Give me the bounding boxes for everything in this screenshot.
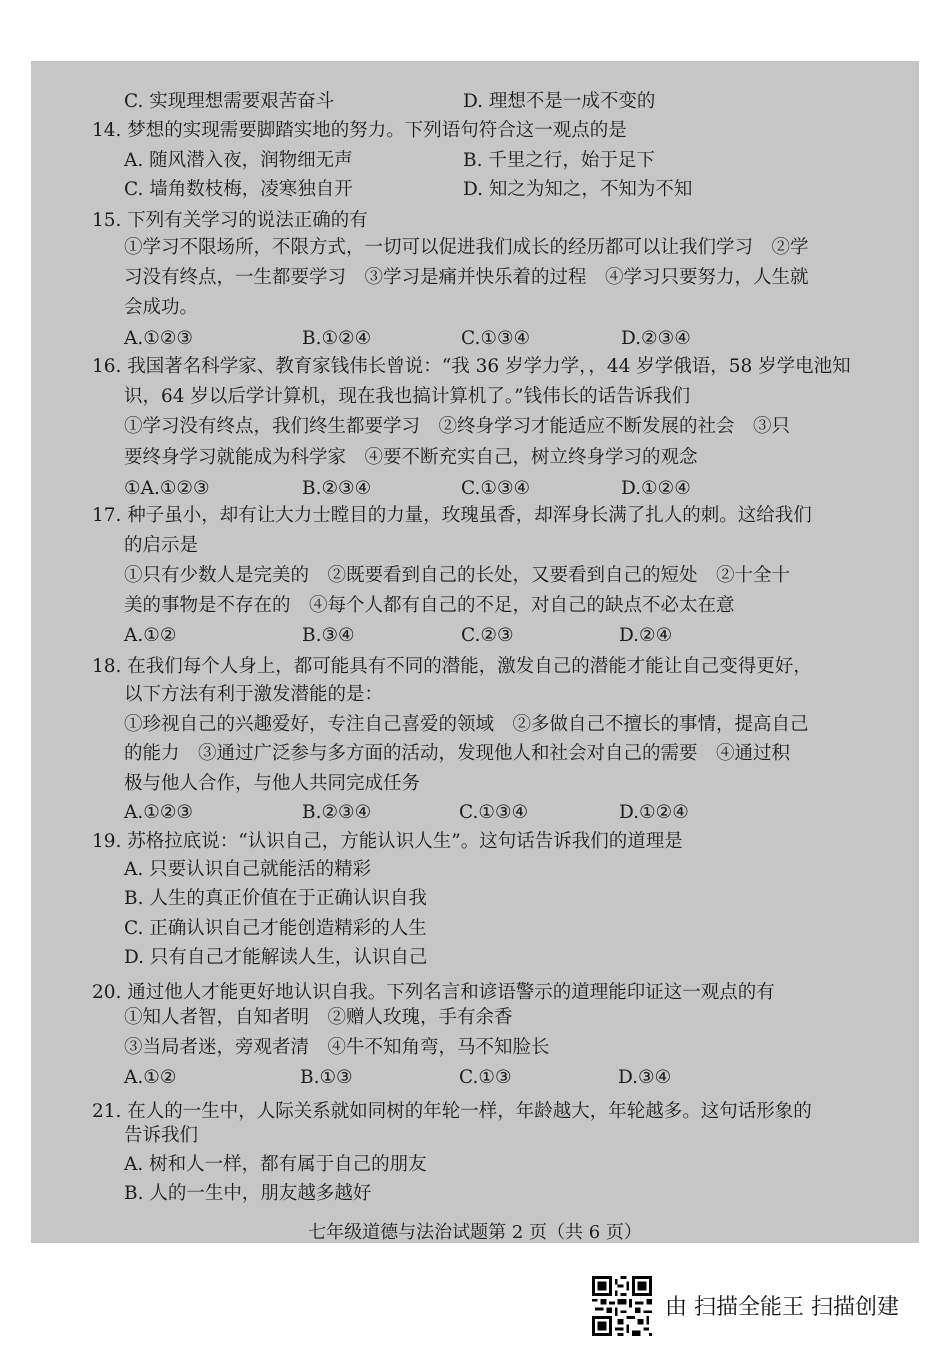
qr-code-icon [592, 1276, 652, 1336]
q14-option-c: C. 墙角数枝梅，凌寒独自开 [124, 179, 353, 200]
q15-statement-line: 会成功。 [124, 297, 199, 318]
q16-statement-line: 要终身学习就能成为科学家 ④要不断充实自己，树立终身学习的观念 [124, 447, 698, 468]
q14-stem: 14. 梦想的实现需要脚踏实地的努力。下列语句符合这一观点的是 [92, 120, 627, 141]
q16-option-b: B.②③④ [302, 478, 372, 499]
q16-statement-line: ①学习没有终点，我们终生都要学习 ②终身学习才能适应不断发展的社会 ③只 [124, 416, 791, 437]
q17-option-a: A.①② [124, 625, 177, 646]
q20-option-c: C.①③ [459, 1067, 512, 1088]
q21-option: B. 人的一生中，朋友越多越好 [124, 1183, 372, 1204]
q17-stem-line: 的启示是 [124, 535, 199, 556]
q19-option: A. 只要认识自己就能活的精彩 [124, 859, 372, 880]
q16-option-a: ①A.①②③ [124, 478, 210, 499]
q19-option: D. 只有自己才能解读人生，认识自己 [124, 947, 428, 968]
q19-option: B. 人生的真正价值在于正确认识自我 [124, 888, 427, 909]
q17-option-b: B.③④ [302, 625, 355, 646]
q15-option-d: D.②③④ [621, 328, 691, 349]
q18-option-c: C.①③④ [459, 802, 529, 823]
q15-option-a: A.①②③ [124, 328, 193, 349]
q14-option-a: A. 随风潜入夜，润物细无声 [124, 150, 353, 171]
q18-option-a: A.①②③ [124, 802, 193, 823]
q17-option-d: D.②④ [619, 625, 673, 646]
q18-option-d: D.①②④ [619, 802, 689, 823]
q19-stem: 19. 苏格拉底说：“认识自己，方能认识人生”。这句话告诉我们的道理是 [92, 831, 683, 852]
q16-stem-line: 识，64 岁以后学计算机，现在我也搞计算机了。”钱伟长的话告诉我们 [124, 386, 691, 407]
q14-option-b: B. 千里之行，始于足下 [463, 150, 655, 171]
scanned-exam-page [31, 61, 919, 1243]
q16-stem-line: 16. 我国著名科学家、教育家钱伟长曾说：“我 36 岁学力学，，44 岁学俄语，58 岁学电池知 [92, 356, 851, 377]
q20-option-a: A.①② [124, 1067, 177, 1088]
scanner-watermark: 由 扫描全能王 扫描创建 [665, 1295, 899, 1320]
q15-option-c: C.①③④ [461, 328, 531, 349]
q18-stem-line: 以下方法有利于激发潜能的是： [124, 684, 384, 705]
q15-option-b: B.①②④ [302, 328, 372, 349]
q15-statement-line: ①学习不限场所，不限方式，一切可以促进我们成长的经历都可以让我们学习 ②学 [124, 237, 809, 258]
q18-option-b: B.②③④ [302, 802, 372, 823]
q18-statement-line: ①珍视自己的兴趣爱好，专注自己喜爱的领域 ②多做自己不擅长的事情，提高自己 [124, 714, 809, 735]
q20-stem: 20. 通过他人才能更好地认识自我。下列名言和谚语警示的道理能印证这一观点的有 [92, 982, 775, 1003]
q13-option-c: C. 实现理想需要艰苦奋斗 [124, 91, 335, 112]
q18-statement-line: 极与他人合作，与他人共同完成任务 [124, 773, 421, 794]
q18-stem-line: 18. 在我们每个人身上，都可能具有不同的潜能，激发自己的潜能才能让自己变得更好， [92, 656, 812, 677]
q18-statement-line: 的能力 ③通过广泛参与多方面的活动，发现他人和社会对自己的需要 ④通过积 [124, 743, 791, 764]
q20-statement-line: ①知人者智，自知者明 ②赠人玫瑰，手有余香 [124, 1007, 513, 1028]
q17-stem-line: 17. 种子虽小，却有让大力士瞠目的力量，玫瑰虽香，却浑身长满了扎人的刺。这给我们 [92, 505, 812, 526]
q21-stem-line: 告诉我们 [124, 1125, 199, 1146]
q21-option: A. 树和人一样，都有属于自己的朋友 [124, 1154, 427, 1175]
q15-statement-line: 习没有终点，一生都要学习 ③学习是痛并快乐着的过程 ④学习只要努力，人生就 [124, 267, 809, 288]
q20-option-b: B.①③ [300, 1067, 353, 1088]
q20-option-d: D.③④ [618, 1067, 672, 1088]
q17-option-c: C.②③ [461, 625, 514, 646]
q13-option-d: D. 理想不是一成不变的 [463, 91, 656, 112]
q17-statement-line: ①只有少数人是完美的 ②既要看到自己的长处，又要看到自己的短处 ②十全十 [124, 565, 791, 586]
q14-option-d: D. 知之为知之，不知为不知 [463, 179, 693, 200]
q20-statement-line: ③当局者迷，旁观者清 ④牛不知角弯，马不知脸长 [124, 1037, 550, 1058]
q16-option-d: D.①②④ [621, 478, 691, 499]
page-footer: 七年级道德与法治试题第 2 页（共 6 页） [308, 1222, 642, 1243]
q19-option: C. 正确认识自己才能创造精彩的人生 [124, 918, 427, 939]
q16-option-c: C.①③④ [461, 478, 531, 499]
q21-stem-line: 21. 在人的一生中，人际关系就如同树的年轮一样，年龄越大，年轮越多。这句话形象的 [92, 1101, 812, 1122]
q15-stem: 15. 下列有关学习的说法正确的有 [92, 210, 368, 231]
q17-statement-line: 美的事物是不存在的 ④每个人都有自己的不足，对自己的缺点不必太在意 [124, 595, 735, 616]
